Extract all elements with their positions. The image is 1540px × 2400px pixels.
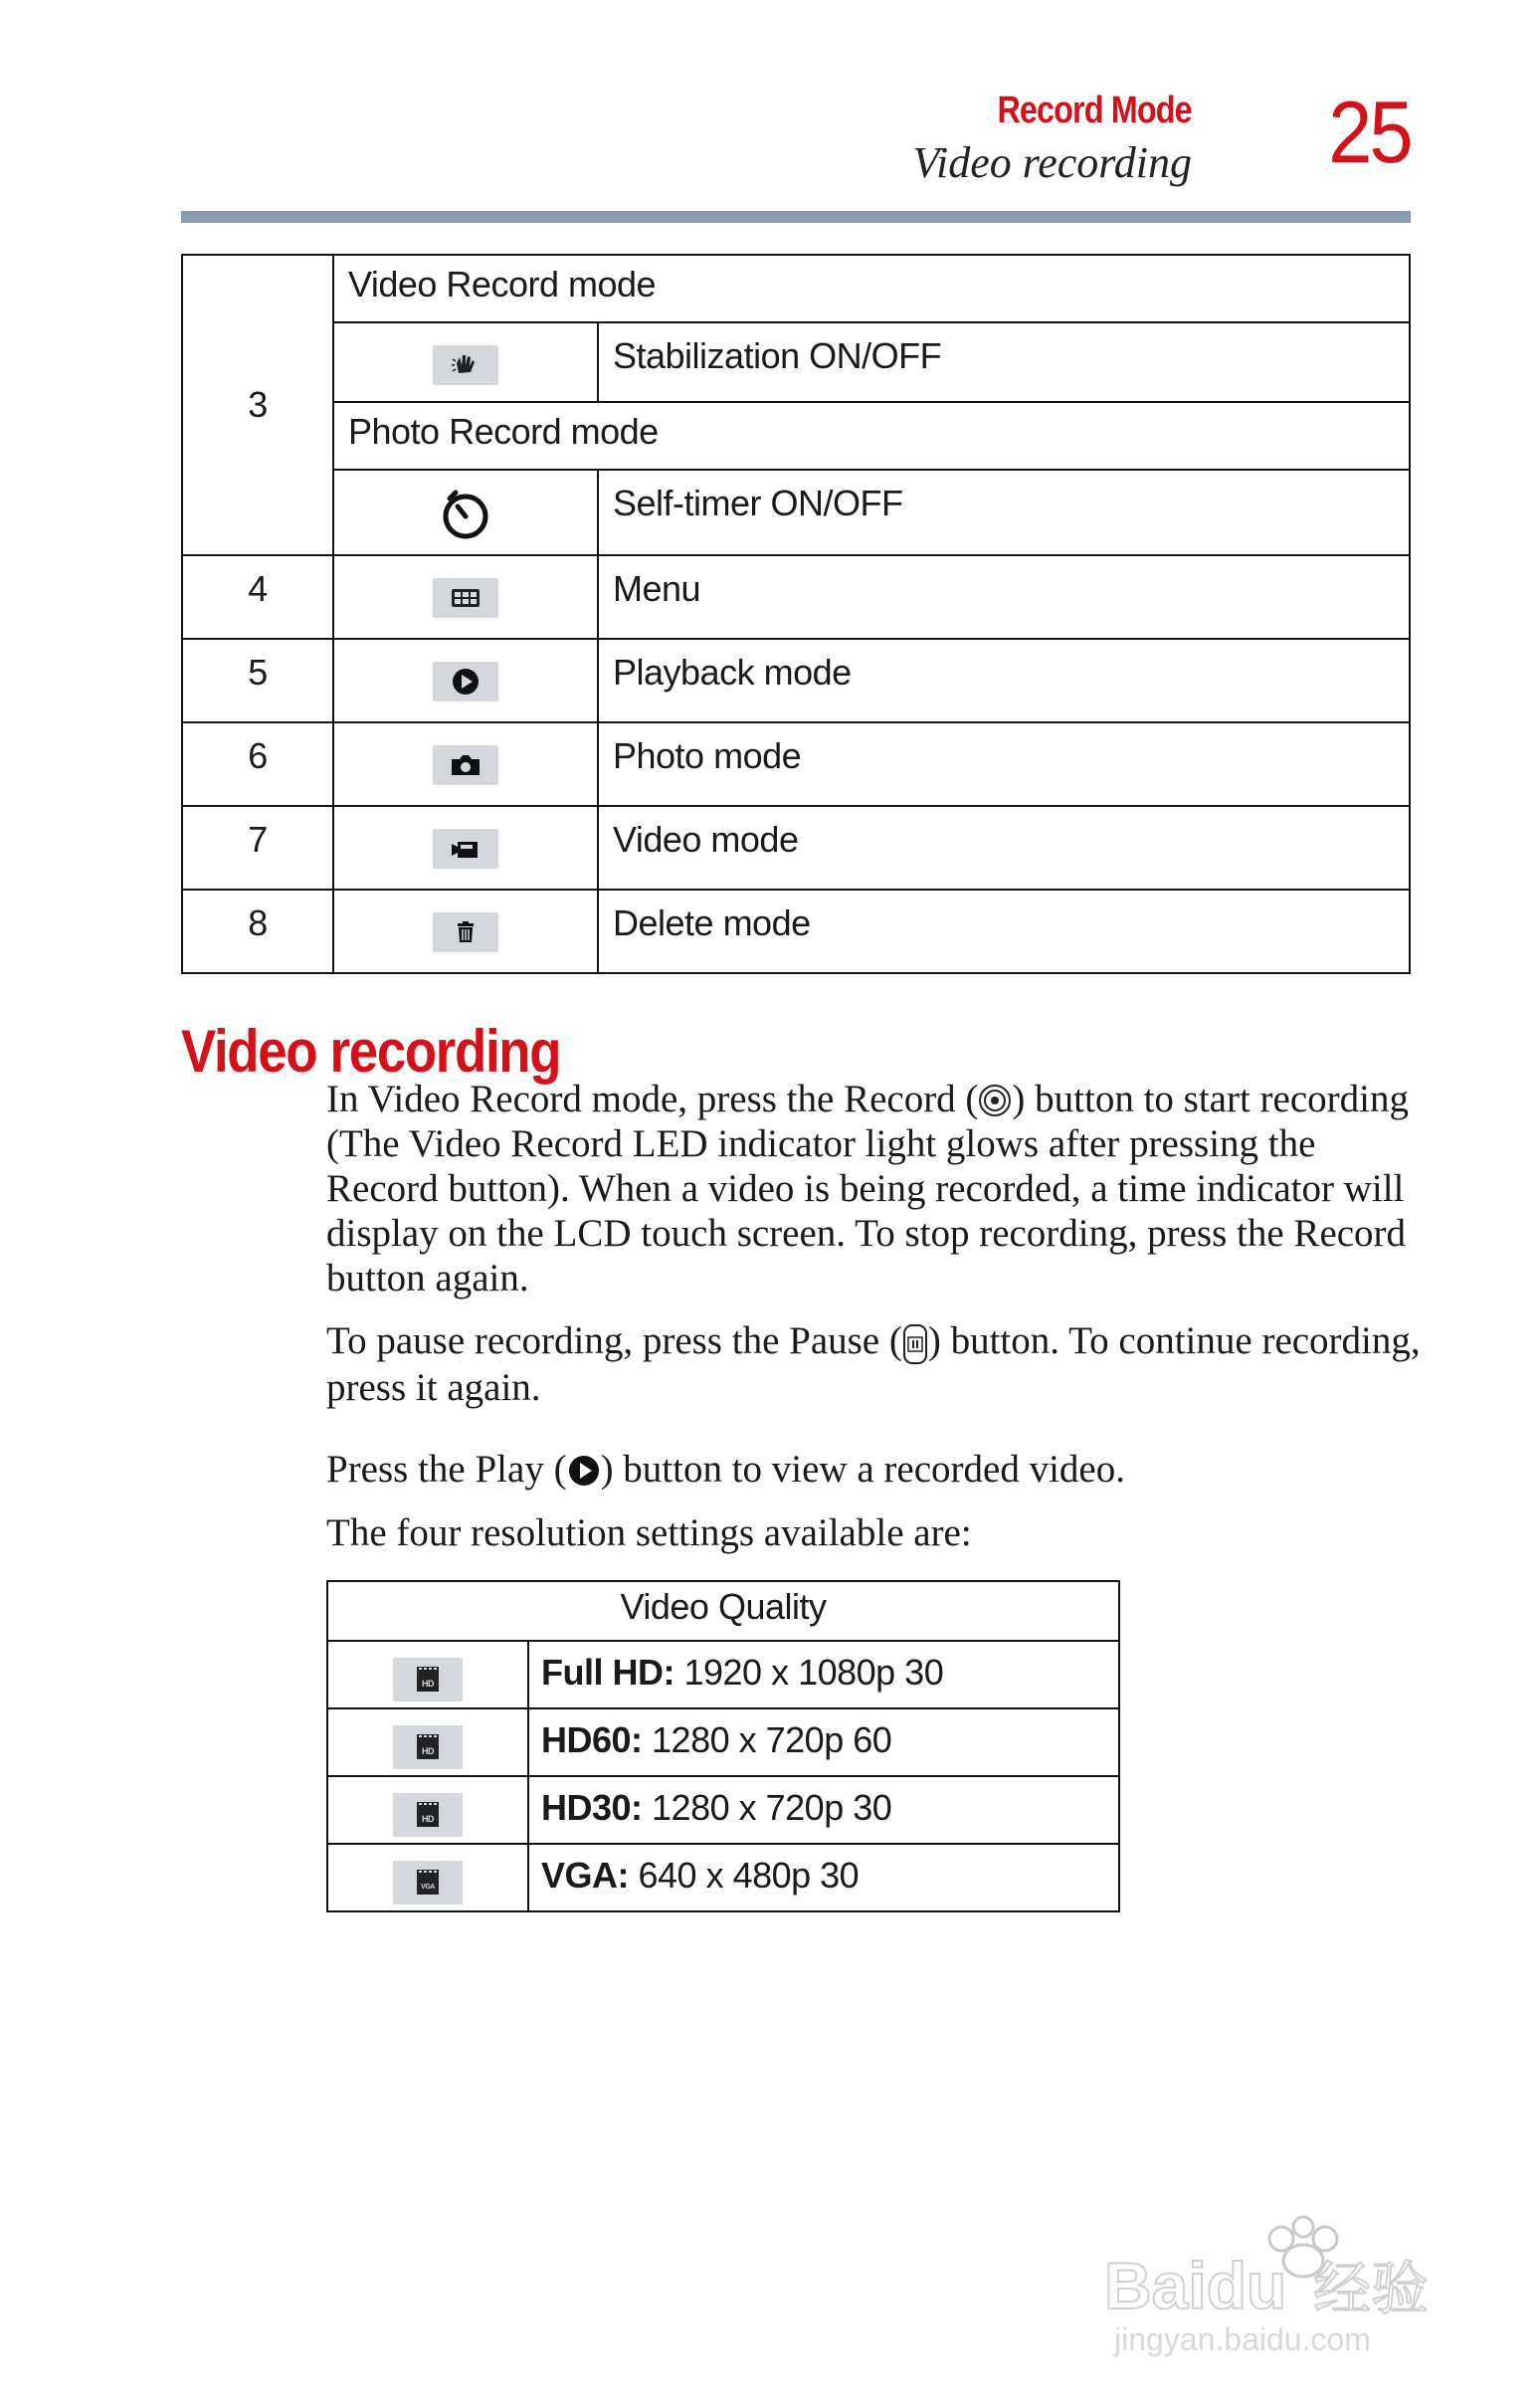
trash-icon: [433, 912, 498, 952]
table-row: [182, 639, 1410, 722]
icon-cell: [327, 1708, 528, 1776]
hd30-icon: [393, 1793, 463, 1837]
label-cell: [598, 722, 1410, 806]
label-cell: [598, 639, 1410, 722]
row-number-text: 4: [248, 568, 268, 609]
row-number: [182, 722, 333, 806]
section-heading: Video recording: [181, 1018, 561, 1085]
paragraph-text: Press the Play (: [326, 1448, 567, 1491]
table-row: [327, 1708, 1119, 1776]
vga-icon: [393, 1861, 463, 1904]
icon-cell: [333, 890, 598, 973]
play-button-icon: [567, 1454, 601, 1488]
paragraph-play: [326, 1447, 1421, 1492]
photo-mode-label: Photo mode: [613, 735, 802, 776]
mode-icon-table: [181, 254, 1411, 974]
quality-name: HD60:: [541, 1719, 643, 1760]
video-camera-icon: [433, 829, 498, 869]
paragraph-text: ) button. To continue recording, press it again.: [326, 1319, 1421, 1409]
quality-value: 1280 x 720p 30: [642, 1787, 892, 1828]
icon-badge-text: VGA: [421, 1884, 435, 1891]
quality-cell: [528, 1641, 1119, 1708]
quality-cell: [528, 1844, 1119, 1911]
row-number-text: 5: [248, 652, 268, 693]
row-number: [182, 555, 333, 639]
page-number: 25: [1328, 83, 1411, 181]
video-quality-table: [326, 1580, 1120, 1912]
row-number: [182, 806, 333, 890]
header-subsection-title: Video recording: [912, 138, 1192, 187]
quality-name: Full HD:: [541, 1652, 674, 1693]
paragraph-text: ) button to view a recorded video.: [600, 1448, 1125, 1491]
quality-full-hd: [541, 1642, 1118, 1694]
quality-hd30: [541, 1777, 1118, 1829]
icon-cell: [333, 555, 598, 639]
quality-name: VGA:: [541, 1855, 629, 1896]
header-section-title: Record Mode: [997, 90, 1192, 131]
stabilization-label: Stabilization ON/OFF: [613, 335, 942, 376]
pause-button-icon: [902, 1323, 928, 1365]
photo-record-mode-label: Photo Record mode: [348, 411, 659, 452]
table-row: [182, 470, 1410, 555]
table-row: [327, 1776, 1119, 1844]
table-row: [182, 722, 1410, 806]
table-row: [327, 1641, 1119, 1708]
quality-cell: [528, 1708, 1119, 1776]
table-row: [182, 555, 1410, 639]
video-mode-label: Video mode: [613, 819, 799, 860]
icon-cell: [327, 1641, 528, 1708]
camera-icon: [433, 745, 498, 785]
quality-value: 1280 x 720p 60: [642, 1719, 892, 1760]
paragraph-record: [326, 1077, 1421, 1300]
label-cell: [598, 470, 1410, 555]
menu-grid-icon: [433, 578, 498, 618]
table-row: [327, 1581, 1119, 1641]
play-icon: [433, 662, 498, 701]
paragraph-resolutions: The four resolution settings available are:: [326, 1511, 972, 1554]
row-number-text: 8: [248, 902, 268, 943]
playback-mode-label: Playback mode: [613, 652, 852, 693]
delete-mode-label: Delete mode: [613, 902, 811, 943]
header-rule: [181, 211, 1411, 223]
icon-cell: [333, 806, 598, 890]
quality-value: 640 x 480p 30: [629, 1855, 860, 1896]
paragraph-pause: [326, 1318, 1421, 1410]
watermark-cn: 经验: [1313, 2255, 1430, 2322]
video-record-mode-label: Video Record mode: [348, 264, 657, 304]
video-record-mode-label-cell: [333, 255, 1410, 322]
hd60-icon: [393, 1725, 463, 1769]
table-row: [182, 806, 1410, 890]
record-button-icon: [978, 1084, 1012, 1117]
photo-record-mode-label-cell: [333, 402, 1410, 470]
stabilization-icon: [433, 345, 498, 385]
label-cell: [598, 322, 1410, 402]
table-header: [327, 1581, 1119, 1641]
row-number: [182, 890, 333, 973]
icon-cell: [333, 470, 598, 555]
icon-cell: [327, 1844, 528, 1911]
icon-cell: [333, 722, 598, 806]
table-row: [182, 402, 1410, 470]
watermark-brand: Baidu: [1104, 2249, 1287, 2322]
paragraph-text: ) button to start recording (The Video Record LED indicator light glows after pressing the Record button). When a video is being recorded, a time indicator will display on the LCD touch screen. To stop recording, press the Record button again.: [326, 1078, 1409, 1300]
table-row: [182, 255, 1410, 322]
row-number-text: 7: [248, 819, 268, 860]
self-timer-icon: [436, 485, 495, 544]
quality-name: HD30:: [541, 1787, 643, 1828]
paragraph-text: In Video Record mode, press the Record (: [326, 1078, 979, 1120]
quality-vga: [541, 1845, 1118, 1897]
label-cell: [598, 806, 1410, 890]
quality-cell: [528, 1776, 1119, 1844]
full-hd-icon: [393, 1658, 463, 1701]
row-number: [182, 255, 333, 555]
menu-label: Menu: [613, 568, 701, 609]
icon-badge-text: HD: [422, 1746, 434, 1756]
paragraph-text: To pause recording, press the Pause (: [326, 1319, 902, 1362]
icon-cell: [333, 639, 598, 722]
label-cell: [598, 555, 1410, 639]
watermark-url: jingyan.baidu.com: [1114, 2321, 1371, 2357]
table-row: [182, 890, 1410, 973]
icon-badge-text: HD: [422, 1679, 434, 1689]
row-number: [182, 639, 333, 722]
label-cell: [598, 890, 1410, 973]
icon-cell: [327, 1776, 528, 1844]
quality-hd60: [541, 1709, 1118, 1761]
self-timer-label: Self-timer ON/OFF: [613, 483, 903, 523]
row-number-text: 6: [248, 735, 268, 776]
video-quality-header: Video Quality: [620, 1586, 827, 1627]
row-number-text: 3: [248, 384, 268, 425]
table-row: [327, 1844, 1119, 1911]
baidu-watermark: [1104, 2199, 1462, 2358]
icon-cell: [333, 322, 598, 402]
quality-value: 1920 x 1080p 30: [674, 1652, 944, 1693]
table-row: [182, 322, 1410, 402]
icon-badge-text: HD: [422, 1814, 434, 1824]
